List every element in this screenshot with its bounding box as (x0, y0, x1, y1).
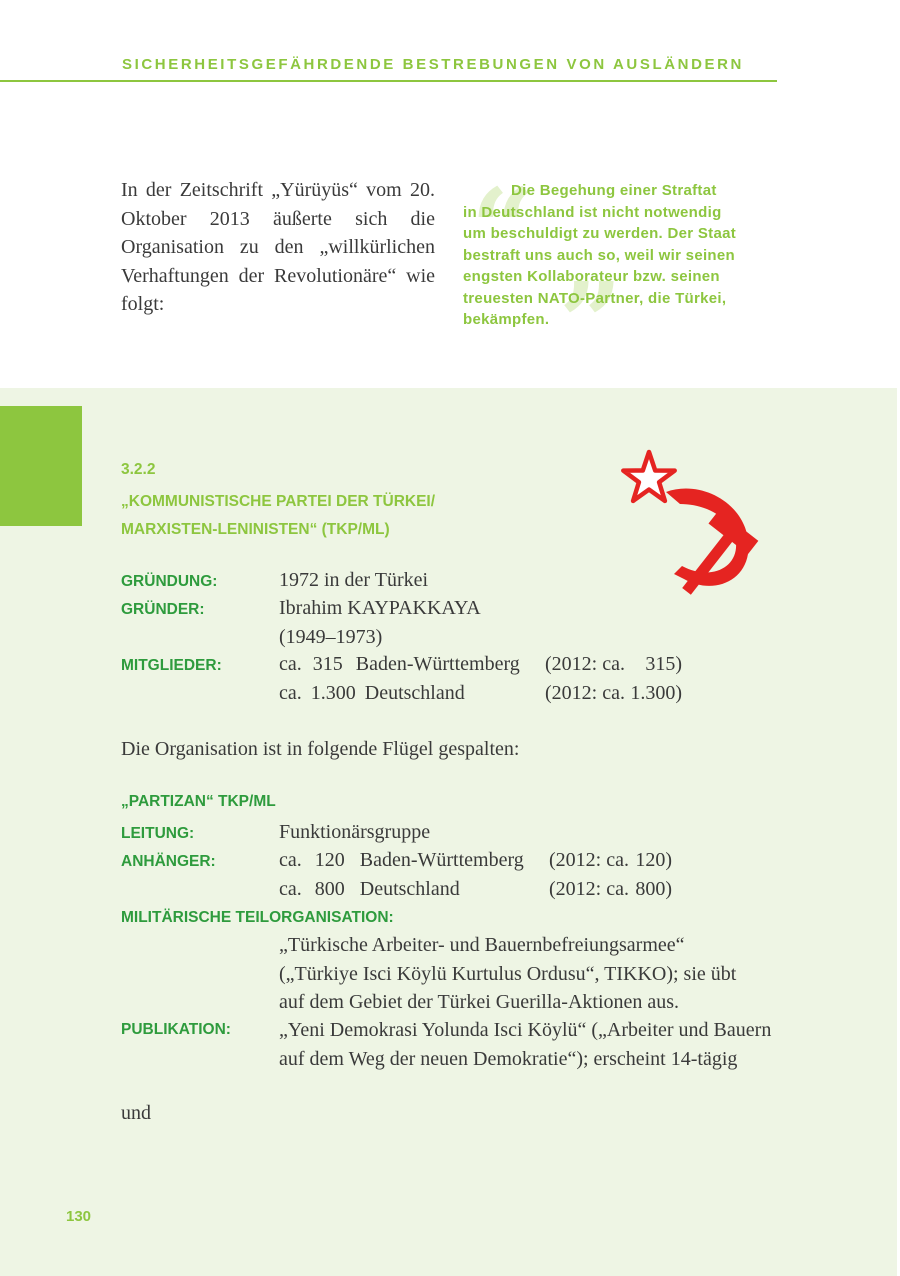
row-prev-count: 120) (635, 849, 672, 871)
row-prev: (2012: ca. (545, 682, 625, 704)
row-count: 315 (312, 653, 343, 675)
militaer-label: MILITÄRISCHE TEILORGANISATION: (121, 909, 394, 926)
anhaenger-prev (549, 878, 672, 901)
publikation-line: „Yeni Demokrasi Yolunda Isci Köylü“ („Arbeiter und Bauern (279, 1019, 772, 1041)
gruender-label: GRÜNDER: (121, 601, 205, 618)
anhaenger-row (279, 878, 460, 901)
quote-line: bekämpfen. (463, 311, 550, 328)
header-title: SICHERHEITSGEFÄHRDENDE BESTREBUNGEN VON AUSLÄNDERN (122, 56, 744, 73)
open-quote-icon: “ (471, 164, 535, 293)
row-place: Deutschland (359, 878, 460, 900)
mitglieder-prev (545, 653, 682, 676)
mitglieder-row (279, 653, 520, 676)
militaer-line: auf dem Gebiet der Türkei Guerilla-Aktionen aus. (279, 991, 680, 1013)
militaer-line: „Türkische Arbeiter- und Bauernbefreiungsarmee“ (279, 934, 685, 956)
row-ca: ca. (279, 878, 302, 900)
anhaenger-prev (549, 849, 672, 872)
trailing-text: und (121, 1102, 151, 1124)
quote-line: in Deutschland ist nicht notwendig (463, 203, 722, 221)
publikation-text (279, 1016, 799, 1073)
row-place: Deutschland (364, 682, 465, 704)
page-number: 130 (66, 1208, 92, 1225)
section-title-line: „KOMMUNISTISCHE PARTEI DER TÜRKEI/ (121, 493, 436, 510)
row-place: Baden-Württemberg (359, 849, 524, 871)
militaer-line: („Türkiye Isci Köylü Kurtulus Ordusu“, TIKKO); sie übt (279, 962, 737, 985)
anhaenger-row (279, 849, 524, 872)
row-count: 800 (314, 878, 345, 900)
quote-line: Die Begehung einer Straftat (511, 182, 717, 199)
gruender-value: Ibrahim KAYPAKKAYA (279, 597, 481, 619)
militaer-text (279, 931, 789, 1017)
gruendung-value: 1972 in der Türkei (279, 569, 429, 591)
publikation-label: PUBLIKATION: (121, 1021, 231, 1038)
intro-paragraph: In der Zeitschrift „Yürüyüs“ vom 20. Oktober 2013 äußerte sich die Organisation zu den „willkürlichen Verhaftungen der Revolutionäre“ wie folgt: (121, 179, 435, 315)
row-ca: ca. (279, 849, 302, 871)
gruendung-label: GRÜNDUNG: (121, 573, 218, 590)
leitung-label: LEITUNG: (121, 825, 195, 842)
pull-quote (463, 164, 783, 387)
close-quote-icon: ” (559, 258, 623, 387)
mitglieder-prev (545, 682, 682, 705)
section-title (121, 488, 435, 544)
row-prev-count: 1.300) (630, 682, 682, 704)
split-paragraph: Die Organisation ist in folgende Flügel gespalten: (121, 738, 520, 760)
mitglieder-row (279, 682, 465, 705)
section-number: 3.2.2 (121, 461, 156, 478)
quote-line: treuesten NATO-Partner, die Türkei, (463, 289, 727, 307)
mitglieder-label: MITGLIEDER: (121, 657, 222, 674)
row-ca: ca. (279, 682, 302, 704)
row-prev-count: 800) (635, 878, 672, 900)
row-place: Baden-Württemberg (355, 653, 520, 675)
row-count: 1.300 (310, 682, 356, 704)
gruender-years: (1949–1973) (279, 626, 383, 648)
row-prev: (2012: ca. (549, 878, 629, 900)
row-ca: ca. (279, 653, 302, 675)
leitung-value: Funktionärsgruppe (279, 821, 431, 843)
hammer-sickle-star-icon (612, 446, 782, 606)
quote-line: engsten Kollaborateur bzw. seinen (463, 268, 720, 285)
star-icon (623, 452, 674, 501)
partizan-title: „PARTIZAN“ TKP/ML (121, 793, 276, 810)
pull-quote-text (463, 180, 783, 331)
row-prev: (2012: ca. (549, 849, 629, 871)
row-count: 120 (314, 849, 345, 871)
publikation-line: auf dem Weg der neuen Demokratie“); erscheint 14-tägig (279, 1047, 738, 1070)
quote-line: um beschuldigt zu werden. Der Staat (463, 225, 737, 242)
quote-line: bestraft uns auch so, weil wir seinen (463, 246, 736, 264)
anhaenger-label: ANHÄNGER: (121, 853, 216, 870)
row-prev: (2012: ca. (545, 653, 625, 675)
section-title-line: MARXISTEN-LENINISTEN“ (TKP/ML) (121, 521, 390, 538)
row-prev-count: 315) (645, 653, 682, 675)
running-header (0, 56, 777, 82)
section-marker-tab (0, 406, 82, 526)
